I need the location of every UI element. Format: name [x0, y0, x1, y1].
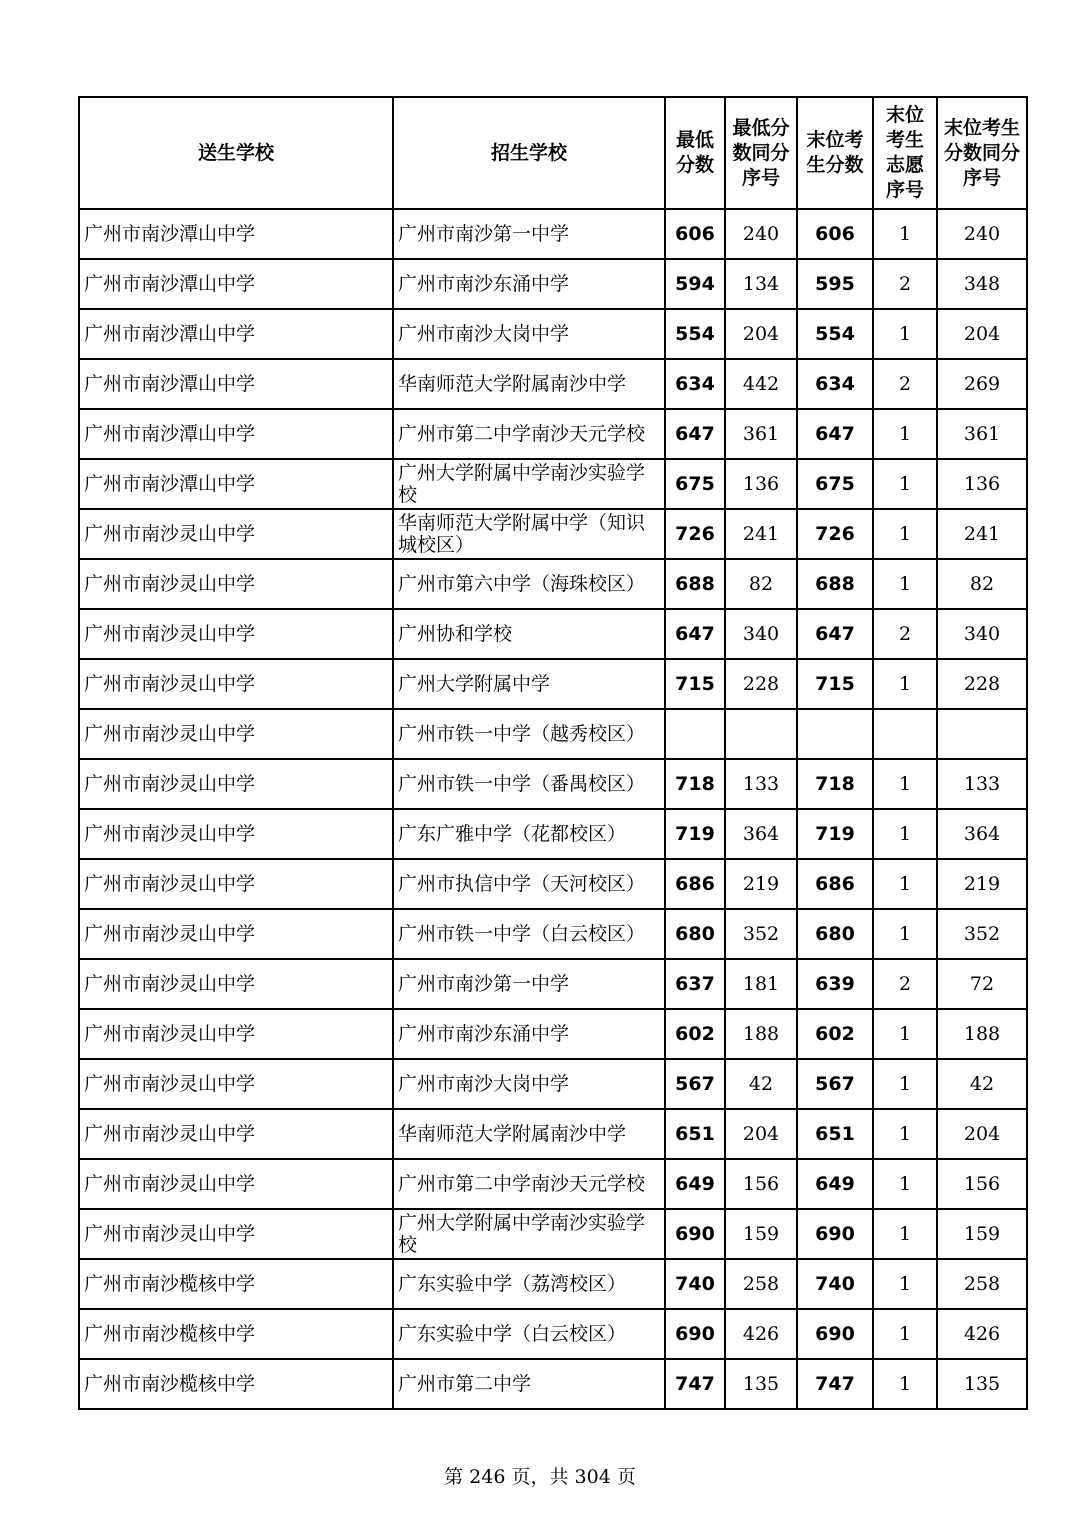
min-score-cell: 606 — [665, 209, 725, 259]
last-student-tie-rank-cell: 258 — [937, 1259, 1027, 1309]
header-last-student-tie-rank: 末位考生分数同分序号 — [937, 97, 1027, 209]
min-score-tie-rank-cell: 426 — [725, 1309, 797, 1359]
last-student-choice-rank-cell: 1 — [873, 809, 937, 859]
last-student-tie-rank-cell: 348 — [937, 259, 1027, 309]
table-body — [79, 209, 1027, 1409]
last-student-score-cell: 634 — [797, 359, 873, 409]
table-row — [79, 1009, 1027, 1059]
min-score-tie-rank-cell: 240 — [725, 209, 797, 259]
table-row — [79, 859, 1027, 909]
table-row — [79, 209, 1027, 259]
last-student-choice-rank-cell: 1 — [873, 309, 937, 359]
min-score-cell: 688 — [665, 559, 725, 609]
admitting-school-cell: 华南师范大学附属南沙中学 — [393, 1109, 665, 1159]
header-last-student-score: 末位考生分数 — [797, 97, 873, 209]
last-student-score-cell: 639 — [797, 959, 873, 1009]
last-student-score-cell: 715 — [797, 659, 873, 709]
min-score-cell: 719 — [665, 809, 725, 859]
last-student-score-cell: 651 — [797, 1109, 873, 1159]
table-row — [79, 1259, 1027, 1309]
last-student-tie-rank-cell — [937, 709, 1027, 759]
admitting-school-cell: 广东实验中学（白云校区） — [393, 1309, 665, 1359]
admitting-school-cell: 广州市南沙大岗中学 — [393, 309, 665, 359]
table-row — [79, 559, 1027, 609]
table-row — [79, 609, 1027, 659]
sending-school-cell: 广州市南沙潭山中学 — [79, 309, 393, 359]
last-student-choice-rank-cell: 1 — [873, 409, 937, 459]
min-score-cell: 649 — [665, 1159, 725, 1209]
admission-table-container — [78, 96, 1026, 1410]
header-admitting-school: 招生学校 — [393, 97, 665, 209]
min-score-tie-rank-cell: 181 — [725, 959, 797, 1009]
header-sending-school: 送生学校 — [79, 97, 393, 209]
sending-school-cell: 广州市南沙潭山中学 — [79, 359, 393, 409]
table-row — [79, 659, 1027, 709]
min-score-cell — [665, 709, 725, 759]
sending-school-cell: 广州市南沙榄核中学 — [79, 1309, 393, 1359]
header-min-score-tie-rank: 最低分数同分序号 — [725, 97, 797, 209]
sending-school-cell: 广州市南沙灵山中学 — [79, 1009, 393, 1059]
admitting-school-cell: 广州市第二中学南沙天元学校 — [393, 409, 665, 459]
last-student-choice-rank-cell: 1 — [873, 1359, 937, 1409]
last-student-score-cell: 747 — [797, 1359, 873, 1409]
min-score-tie-rank-cell: 159 — [725, 1209, 797, 1259]
sending-school-cell: 广州市南沙灵山中学 — [79, 909, 393, 959]
last-student-tie-rank-cell: 228 — [937, 659, 1027, 709]
admitting-school-cell: 广东实验中学（荔湾校区） — [393, 1259, 665, 1309]
min-score-tie-rank-cell: 258 — [725, 1259, 797, 1309]
min-score-tie-rank-cell: 352 — [725, 909, 797, 959]
last-student-tie-rank-cell: 82 — [937, 559, 1027, 609]
min-score-cell: 740 — [665, 1259, 725, 1309]
last-student-choice-rank-cell: 2 — [873, 609, 937, 659]
min-score-tie-rank-cell: 361 — [725, 409, 797, 459]
admitting-school-cell: 广州市铁一中学（番禺校区） — [393, 759, 665, 809]
last-student-choice-rank-cell: 2 — [873, 959, 937, 1009]
last-student-choice-rank-cell: 1 — [873, 559, 937, 609]
last-student-score-cell: 726 — [797, 509, 873, 559]
admitting-school-cell: 广州协和学校 — [393, 609, 665, 659]
admitting-school-cell: 广州市南沙第一中学 — [393, 959, 665, 1009]
table-row — [79, 1059, 1027, 1109]
sending-school-cell: 广州市南沙灵山中学 — [79, 609, 393, 659]
min-score-tie-rank-cell: 340 — [725, 609, 797, 659]
last-student-choice-rank-cell: 1 — [873, 459, 937, 509]
admitting-school-cell: 广州大学附属中学南沙实验学校 — [393, 1209, 665, 1259]
sending-school-cell: 广州市南沙灵山中学 — [79, 1209, 393, 1259]
last-student-tie-rank-cell: 361 — [937, 409, 1027, 459]
admitting-school-cell: 广州市铁一中学（越秀校区） — [393, 709, 665, 759]
last-student-tie-rank-cell: 156 — [937, 1159, 1027, 1209]
last-student-score-cell: 647 — [797, 409, 873, 459]
min-score-cell: 651 — [665, 1109, 725, 1159]
sending-school-cell: 广州市南沙榄核中学 — [79, 1259, 393, 1309]
table-row — [79, 259, 1027, 309]
min-score-tie-rank-cell — [725, 709, 797, 759]
min-score-cell: 686 — [665, 859, 725, 909]
sending-school-cell: 广州市南沙灵山中学 — [79, 1109, 393, 1159]
table-row — [79, 1109, 1027, 1159]
table-row — [79, 909, 1027, 959]
min-score-cell: 675 — [665, 459, 725, 509]
min-score-cell: 554 — [665, 309, 725, 359]
min-score-tie-rank-cell: 136 — [725, 459, 797, 509]
last-student-choice-rank-cell: 1 — [873, 509, 937, 559]
admitting-school-cell: 广州市第二中学 — [393, 1359, 665, 1409]
min-score-cell: 690 — [665, 1209, 725, 1259]
min-score-tie-rank-cell: 219 — [725, 859, 797, 909]
sending-school-cell: 广州市南沙灵山中学 — [79, 509, 393, 559]
last-student-tie-rank-cell: 240 — [937, 209, 1027, 259]
last-student-score-cell: 595 — [797, 259, 873, 309]
last-student-choice-rank-cell: 1 — [873, 1009, 937, 1059]
min-score-tie-rank-cell: 133 — [725, 759, 797, 809]
last-student-tie-rank-cell: 269 — [937, 359, 1027, 409]
last-student-tie-rank-cell: 352 — [937, 909, 1027, 959]
table-row — [79, 459, 1027, 509]
last-student-choice-rank-cell: 1 — [873, 1259, 937, 1309]
min-score-tie-rank-cell: 156 — [725, 1159, 797, 1209]
table-row — [79, 409, 1027, 459]
sending-school-cell: 广州市南沙灵山中学 — [79, 559, 393, 609]
min-score-cell: 647 — [665, 409, 725, 459]
admission-table — [78, 96, 1028, 1410]
table-row — [79, 1359, 1027, 1409]
min-score-tie-rank-cell: 134 — [725, 259, 797, 309]
table-row — [79, 959, 1027, 1009]
min-score-tie-rank-cell: 135 — [725, 1359, 797, 1409]
sending-school-cell: 广州市南沙灵山中学 — [79, 1059, 393, 1109]
admitting-school-cell: 广州市南沙大岗中学 — [393, 1059, 665, 1109]
admitting-school-cell: 广州市南沙第一中学 — [393, 209, 665, 259]
last-student-tie-rank-cell: 204 — [937, 1109, 1027, 1159]
last-student-score-cell: 649 — [797, 1159, 873, 1209]
last-student-choice-rank-cell: 1 — [873, 1209, 937, 1259]
last-student-tie-rank-cell: 241 — [937, 509, 1027, 559]
min-score-cell: 637 — [665, 959, 725, 1009]
admitting-school-cell: 广州市第二中学南沙天元学校 — [393, 1159, 665, 1209]
min-score-tie-rank-cell: 82 — [725, 559, 797, 609]
sending-school-cell: 广州市南沙榄核中学 — [79, 1359, 393, 1409]
table-row — [79, 809, 1027, 859]
admitting-school-cell: 广州市南沙东涌中学 — [393, 259, 665, 309]
min-score-cell: 634 — [665, 359, 725, 409]
last-student-tie-rank-cell: 72 — [937, 959, 1027, 1009]
last-student-tie-rank-cell: 42 — [937, 1059, 1027, 1109]
admitting-school-cell: 广东广雅中学（花都校区） — [393, 809, 665, 859]
last-student-score-cell: 567 — [797, 1059, 873, 1109]
admitting-school-cell: 广州市第六中学（海珠校区） — [393, 559, 665, 609]
sending-school-cell: 广州市南沙灵山中学 — [79, 1159, 393, 1209]
table-row — [79, 509, 1027, 559]
admitting-school-cell: 广州市南沙东涌中学 — [393, 1009, 665, 1059]
last-student-tie-rank-cell: 426 — [937, 1309, 1027, 1359]
min-score-tie-rank-cell: 228 — [725, 659, 797, 709]
last-student-tie-rank-cell: 364 — [937, 809, 1027, 859]
page-footer: 第 246 页，共 304 页 — [444, 1466, 636, 1488]
last-student-score-cell: 718 — [797, 759, 873, 809]
admitting-school-cell: 广州市铁一中学（白云校区） — [393, 909, 665, 959]
last-student-score-cell: 688 — [797, 559, 873, 609]
header-last-student-choice-rank: 末位考生志愿序号 — [873, 97, 937, 209]
sending-school-cell: 广州市南沙潭山中学 — [79, 259, 393, 309]
min-score-cell: 680 — [665, 909, 725, 959]
sending-school-cell: 广州市南沙灵山中学 — [79, 959, 393, 1009]
table-row — [79, 1159, 1027, 1209]
last-student-tie-rank-cell: 219 — [937, 859, 1027, 909]
last-student-choice-rank-cell: 1 — [873, 1309, 937, 1359]
sending-school-cell: 广州市南沙潭山中学 — [79, 409, 393, 459]
table-row — [79, 309, 1027, 359]
min-score-tie-rank-cell: 364 — [725, 809, 797, 859]
last-student-score-cell: 680 — [797, 909, 873, 959]
last-student-tie-rank-cell: 136 — [937, 459, 1027, 509]
table-row — [79, 1309, 1027, 1359]
table-row — [79, 759, 1027, 809]
last-student-score-cell: 602 — [797, 1009, 873, 1059]
last-student-score-cell: 690 — [797, 1309, 873, 1359]
min-score-cell: 602 — [665, 1009, 725, 1059]
min-score-tie-rank-cell: 204 — [725, 309, 797, 359]
min-score-cell: 747 — [665, 1359, 725, 1409]
sending-school-cell: 广州市南沙灵山中学 — [79, 659, 393, 709]
last-student-tie-rank-cell: 204 — [937, 309, 1027, 359]
last-student-tie-rank-cell: 135 — [937, 1359, 1027, 1409]
last-student-choice-rank-cell — [873, 709, 937, 759]
min-score-cell: 715 — [665, 659, 725, 709]
last-student-score-cell — [797, 709, 873, 759]
sending-school-cell: 广州市南沙灵山中学 — [79, 809, 393, 859]
last-student-choice-rank-cell: 1 — [873, 1109, 937, 1159]
table-row — [79, 1209, 1027, 1259]
last-student-choice-rank-cell: 2 — [873, 259, 937, 309]
last-student-score-cell: 690 — [797, 1209, 873, 1259]
admitting-school-cell: 广州大学附属中学南沙实验学校 — [393, 459, 665, 509]
last-student-tie-rank-cell: 340 — [937, 609, 1027, 659]
min-score-cell: 567 — [665, 1059, 725, 1109]
min-score-cell: 690 — [665, 1309, 725, 1359]
admitting-school-cell: 华南师范大学附属中学（知识城校区） — [393, 509, 665, 559]
header-row — [79, 97, 1027, 209]
min-score-tie-rank-cell: 204 — [725, 1109, 797, 1159]
sending-school-cell: 广州市南沙潭山中学 — [79, 459, 393, 509]
last-student-choice-rank-cell: 1 — [873, 1059, 937, 1109]
last-student-choice-rank-cell: 2 — [873, 359, 937, 409]
last-student-tie-rank-cell: 133 — [937, 759, 1027, 809]
admitting-school-cell: 广州大学附属中学 — [393, 659, 665, 709]
min-score-cell: 594 — [665, 259, 725, 309]
table-row — [79, 359, 1027, 409]
last-student-score-cell: 740 — [797, 1259, 873, 1309]
last-student-score-cell: 675 — [797, 459, 873, 509]
last-student-choice-rank-cell: 1 — [873, 759, 937, 809]
last-student-score-cell: 719 — [797, 809, 873, 859]
min-score-cell: 718 — [665, 759, 725, 809]
min-score-tie-rank-cell: 188 — [725, 1009, 797, 1059]
last-student-tie-rank-cell: 188 — [937, 1009, 1027, 1059]
min-score-tie-rank-cell: 442 — [725, 359, 797, 409]
min-score-cell: 726 — [665, 509, 725, 559]
last-student-choice-rank-cell: 1 — [873, 1159, 937, 1209]
last-student-score-cell: 606 — [797, 209, 873, 259]
table-row — [79, 709, 1027, 759]
last-student-score-cell: 686 — [797, 859, 873, 909]
last-student-choice-rank-cell: 1 — [873, 209, 937, 259]
admitting-school-cell: 广州市执信中学（天河校区） — [393, 859, 665, 909]
last-student-choice-rank-cell: 1 — [873, 909, 937, 959]
last-student-score-cell: 554 — [797, 309, 873, 359]
header-min-score: 最低分数 — [665, 97, 725, 209]
sending-school-cell: 广州市南沙灵山中学 — [79, 709, 393, 759]
sending-school-cell: 广州市南沙潭山中学 — [79, 209, 393, 259]
sending-school-cell: 广州市南沙灵山中学 — [79, 759, 393, 809]
min-score-tie-rank-cell: 241 — [725, 509, 797, 559]
last-student-tie-rank-cell: 159 — [937, 1209, 1027, 1259]
min-score-cell: 647 — [665, 609, 725, 659]
admitting-school-cell: 华南师范大学附属南沙中学 — [393, 359, 665, 409]
last-student-score-cell: 647 — [797, 609, 873, 659]
sending-school-cell: 广州市南沙灵山中学 — [79, 859, 393, 909]
last-student-choice-rank-cell: 1 — [873, 659, 937, 709]
min-score-tie-rank-cell: 42 — [725, 1059, 797, 1109]
last-student-choice-rank-cell: 1 — [873, 859, 937, 909]
